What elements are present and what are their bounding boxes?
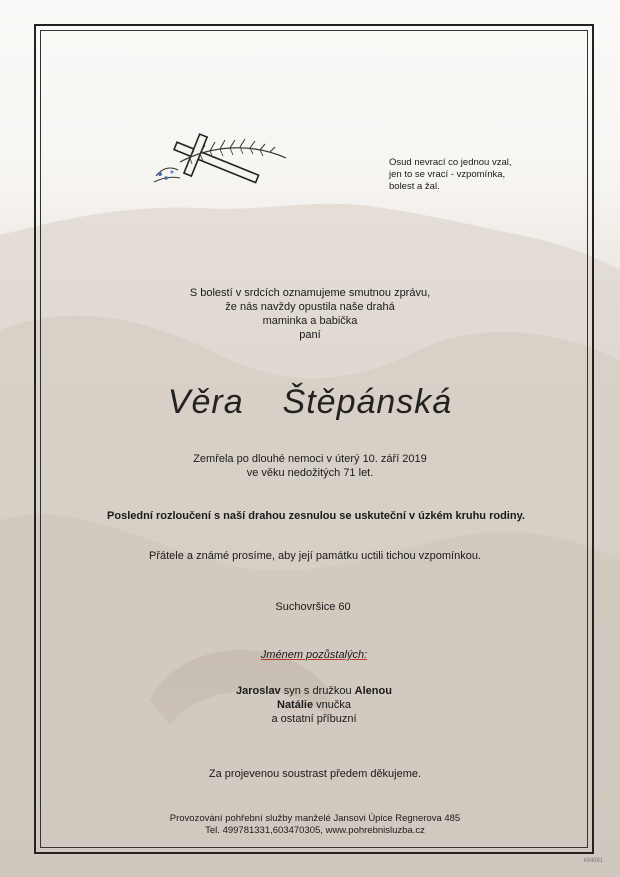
mourner-others: a ostatní příbuzní — [271, 713, 357, 725]
age-prefix: ve věku nedožitých — [246, 467, 344, 479]
deceased-name — [0, 383, 620, 422]
mourners-list — [0, 684, 620, 726]
partner-name: Alenou — [354, 685, 392, 697]
friends-request: Přátele a známé prosíme, aby její památku uctili tichou vzpomínkou. — [149, 550, 481, 562]
son-relation: syn s družkou — [280, 685, 355, 697]
footer-line-2: Tel. 499781331,603470305, www.pohrebnisluzba.cz — [205, 825, 425, 836]
farewell-text: Poslední rozloučení s naší drahou zesnulou se uskuteční v úzkém kruhu rodiny. — [107, 510, 525, 522]
footer-funeral-service — [0, 813, 620, 837]
intro-text — [0, 286, 620, 342]
print-stamp: KM081 — [584, 858, 604, 864]
age-suffix: let. — [355, 467, 374, 479]
quote-line-3: bolest a žal. — [389, 181, 440, 192]
son-name: Jaroslav — [236, 685, 281, 697]
granddaughter-name: Natálie — [277, 699, 314, 711]
cross-palm-icon — [150, 132, 290, 190]
quote-line-1: Osud nevrací co jednou vzal, — [389, 157, 512, 168]
thanks-text: Za projevenou soustrast předem děkujeme. — [208, 768, 422, 780]
intro-line-1: S bolestí v srdcích oznamujeme smutnou zprávu, — [189, 287, 431, 299]
quote-verse — [389, 157, 512, 193]
intro-line-4: paní — [299, 329, 321, 341]
intro-line-3: maminka a babička — [262, 315, 358, 327]
age-value: 71 — [343, 467, 356, 479]
death-line-1: Zemřela po dlouhé nemoci v úterý 10. září 2019 — [193, 453, 427, 465]
footer-line-1: Provozování pohřební služby manželé Jansovi Úpice Regnerova 485 — [169, 813, 461, 824]
quote-line-2: jen to se vrací - vzpomínka, — [389, 169, 506, 180]
mourners-heading: Jménem pozůstalých: — [260, 649, 368, 661]
address: Suchovršice 60 — [275, 601, 351, 613]
granddaughter-relation: vnučka — [313, 699, 351, 711]
death-info — [0, 452, 620, 480]
mourner-son — [0, 684, 620, 698]
deceased-last-name: Štěpánská — [282, 383, 453, 421]
death-line-2 — [0, 466, 620, 480]
mourner-granddaughter — [0, 698, 620, 712]
deceased-first-name: Věra — [167, 383, 244, 421]
intro-line-2: že nás navždy opustila naše drahá — [225, 301, 395, 313]
